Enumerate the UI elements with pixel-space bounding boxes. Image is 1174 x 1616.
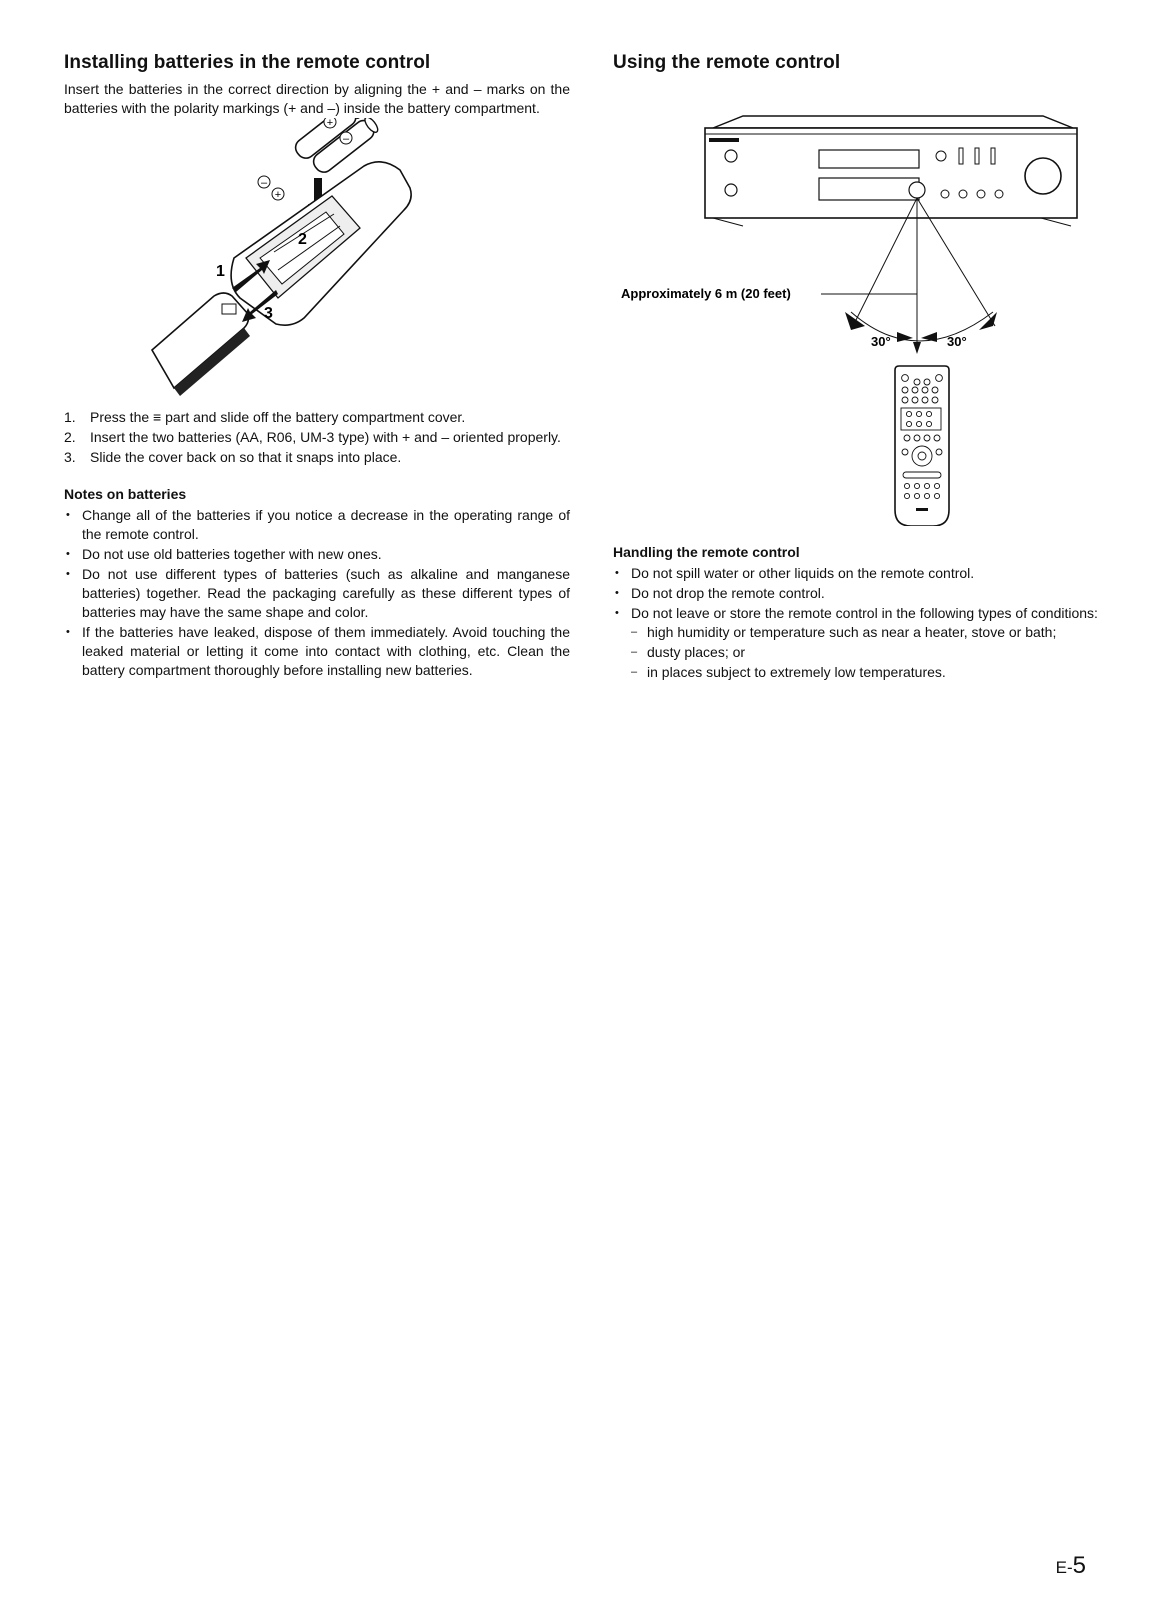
step-item bbox=[64, 408, 570, 427]
note-item: • Do not use old batteries together with new ones. bbox=[64, 545, 570, 564]
condition-item: – high humidity or temperature such as near a heater, stove or bath; bbox=[631, 623, 1121, 642]
step-3-label: 3 bbox=[264, 305, 273, 322]
notes-on-batteries-list bbox=[64, 506, 570, 680]
notes-on-batteries-heading: Notes on batteries bbox=[64, 486, 187, 502]
distance-label: Approximately 6 m (20 feet) bbox=[621, 286, 791, 301]
plus-mark: + bbox=[274, 189, 282, 201]
handling-item: • Do not spill water or other liquids on the remote control. bbox=[613, 564, 1121, 583]
step-1-label: 1 bbox=[216, 263, 225, 280]
note-item: • Do not use different types of batteries (such as alkaline and manganese batteries) together. Read the packaging carefully as these different types of batteries may have the same shape and color. bbox=[64, 565, 570, 622]
intro-paragraph: Insert the batteries in the correct direction by aligning the + and – marks on the batteries with the polarity markings (+ and –) inside the battery compartment. bbox=[64, 81, 570, 116]
handling-item: • Do not drop the remote control. bbox=[613, 584, 1121, 603]
handling-item-text: Do not leave or store the remote control in the following types of conditions: bbox=[631, 605, 1098, 621]
step-number: 2. bbox=[64, 429, 76, 445]
conditions-list bbox=[631, 623, 1121, 682]
note-item: • If the batteries have leaked, dispose of them immediately. Avoid touching the leaked material or letting it come into contact with clothing, etc. Clean the battery compartment thoroughly before installing new batteries. bbox=[64, 623, 570, 680]
angle-right-label: 30° bbox=[947, 334, 967, 349]
condition-item: – in places subject to extremely low temperatures. bbox=[631, 663, 1121, 682]
step-2-label: 2 bbox=[298, 231, 307, 248]
handling-remote-list bbox=[613, 564, 1121, 682]
minus-mark: – bbox=[342, 133, 350, 145]
battery-installation-illustration bbox=[64, 118, 570, 408]
receiver-illustration bbox=[705, 116, 1077, 226]
range-lines bbox=[821, 198, 995, 342]
remote-control-illustration bbox=[895, 366, 949, 526]
right-column bbox=[613, 52, 1121, 683]
step-item bbox=[64, 448, 570, 467]
angle-left-label: 30° bbox=[871, 334, 891, 349]
handling-remote-heading: Handling the remote control bbox=[613, 544, 800, 560]
step-item bbox=[64, 428, 570, 447]
left-column bbox=[64, 52, 570, 681]
step-number: 3. bbox=[64, 449, 76, 465]
minus-mark: – bbox=[260, 177, 268, 189]
section-title-installing-batteries: Installing batteries in the remote control bbox=[64, 52, 431, 73]
note-item: • Change all of the batteries if you notice a decrease in the operating range of the remote control. bbox=[64, 506, 570, 544]
angle-arrow-icon bbox=[845, 312, 997, 354]
step-text: Slide the cover back on so that it snaps into place. bbox=[90, 449, 402, 465]
page-number bbox=[1056, 1552, 1086, 1580]
plus-mark: + bbox=[326, 118, 334, 129]
installation-steps bbox=[64, 408, 570, 467]
step-text: Press the ≡ part and slide off the battery compartment cover. bbox=[90, 409, 466, 425]
page-number-value: 5 bbox=[1072, 1552, 1086, 1579]
page-number-prefix: E- bbox=[1055, 1558, 1073, 1577]
section-title-using-remote: Using the remote control bbox=[613, 52, 841, 73]
step-text: Insert the two batteries (AA, R06, UM-3 type) with + and – oriented properly. bbox=[90, 429, 561, 445]
handling-item bbox=[613, 604, 1121, 682]
condition-item: – dusty places; or bbox=[631, 643, 1121, 662]
step-number: 1. bbox=[64, 409, 76, 425]
battery-cover-illustration bbox=[152, 293, 250, 396]
remote-range-diagram bbox=[613, 80, 1121, 526]
